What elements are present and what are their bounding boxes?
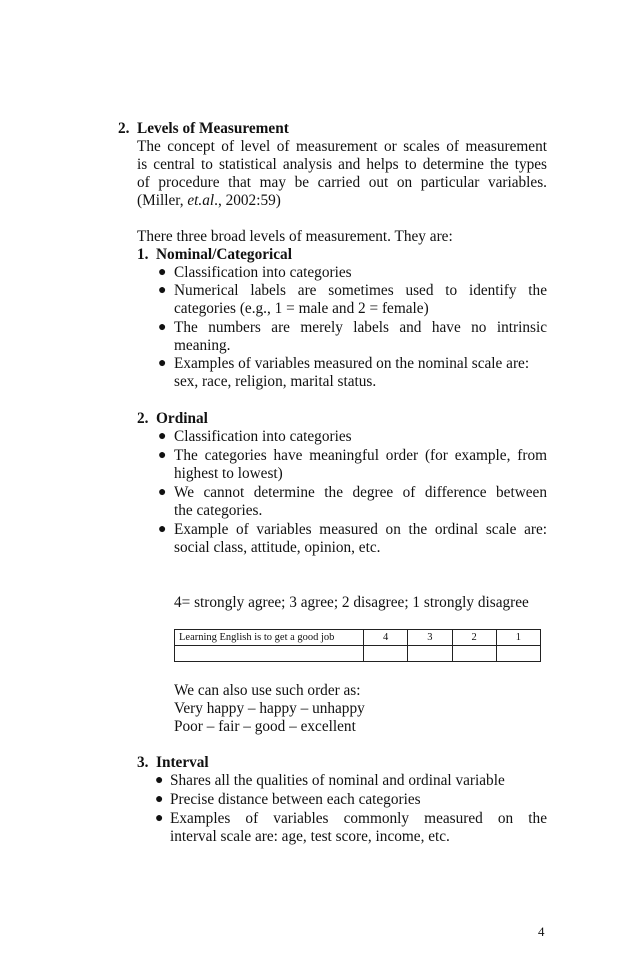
table-cell-value: 1 <box>496 630 540 646</box>
order-example-1: Very happy – happy – unhappy <box>174 700 365 717</box>
levels-intro: There three broad levels of measurement. They are: <box>137 228 453 245</box>
ordinal-point-2: The categories have meaningful order (for example, from <box>174 447 547 464</box>
interval-point-1: Shares all the qualities of nominal and ordinal variable <box>170 772 505 789</box>
bullet-icon: ● <box>158 448 167 463</box>
nominal-point-3-cont: meaning. <box>174 337 231 354</box>
order-intro: We can also use such order as: <box>174 682 361 699</box>
nominal-title: Nominal/Categorical <box>156 246 292 263</box>
nominal-point-3: The numbers are merely labels and have no intrinsic <box>174 319 547 336</box>
nominal-point-2: Numerical labels are sometimes used to identify the <box>174 282 547 299</box>
bullet-icon: ● <box>158 283 167 298</box>
bullet-icon: ● <box>158 522 167 537</box>
table-row <box>175 630 541 646</box>
intro-line-1: The concept of level of measurement or scales of measurement <box>137 138 547 155</box>
ordinal-point-4: Example of variables measured on the ordinal scale are: <box>174 521 547 538</box>
table-cell-empty <box>496 646 540 662</box>
interval-point-3: Examples of variables commonly measured on the <box>170 810 547 827</box>
ordinal-point-2-cont: highest to lowest) <box>174 465 283 482</box>
bullet-icon: ● <box>155 811 164 826</box>
nominal-point-1: Classification into categories <box>174 264 352 281</box>
ordinal-point-4-cont: social class, attitude, opinion, etc. <box>174 539 381 556</box>
interval-point-2: Precise distance between each categories <box>170 791 421 808</box>
citation: (Miller, et.al., 2002:59) <box>137 192 281 209</box>
table-cell-value: 4 <box>364 630 408 646</box>
section-number: 2. <box>118 120 130 137</box>
bullet-icon: ● <box>155 773 164 788</box>
intro-line-3: of procedure that may be carried out on particular variables. <box>137 174 547 191</box>
table-cell-statement: Learning English is to get a good job <box>175 630 364 646</box>
table-cell-empty <box>452 646 496 662</box>
table-cell-value: 2 <box>452 630 496 646</box>
table-cell-value: 3 <box>408 630 452 646</box>
page-number: 4 <box>538 924 545 939</box>
interval-title: Interval <box>156 754 209 771</box>
table-cell-empty <box>408 646 452 662</box>
ordinal-point-3-cont: the categories. <box>174 502 263 519</box>
table-cell-empty <box>175 646 364 662</box>
bullet-icon: ● <box>155 792 164 807</box>
ordinal-point-3: We cannot determine the degree of difference between <box>174 484 547 501</box>
table-row <box>175 646 541 662</box>
bullet-icon: ● <box>158 320 167 335</box>
table-cell-empty <box>364 646 408 662</box>
nominal-point-4-cont: sex, race, religion, marital status. <box>174 373 377 390</box>
intro-line-2: is central to statistical analysis and helps to determine the types <box>137 156 547 173</box>
nominal-point-2-cont: categories (e.g., 1 = male and 2 = female) <box>174 300 429 317</box>
ordinal-point-1: Classification into categories <box>174 428 352 445</box>
interval-point-3-cont: interval scale are: age, test score, income, etc. <box>170 828 450 845</box>
order-example-2: Poor – fair – good – excellent <box>174 718 356 735</box>
bullet-icon: ● <box>158 429 167 444</box>
ordinal-title: Ordinal <box>156 410 208 427</box>
scale-key: 4= strongly agree; 3 agree; 2 disagree; 1 strongly disagree <box>174 594 529 611</box>
ordinal-number: 2. <box>137 410 149 427</box>
bullet-icon: ● <box>158 356 167 371</box>
bullet-icon: ● <box>158 265 167 280</box>
section-title: Levels of Measurement <box>137 120 289 137</box>
bullet-icon: ● <box>158 485 167 500</box>
nominal-number: 1. <box>137 246 149 263</box>
nominal-point-4: Examples of variables measured on the nominal scale are: <box>174 355 530 372</box>
likert-table <box>174 629 541 662</box>
interval-number: 3. <box>137 754 149 771</box>
